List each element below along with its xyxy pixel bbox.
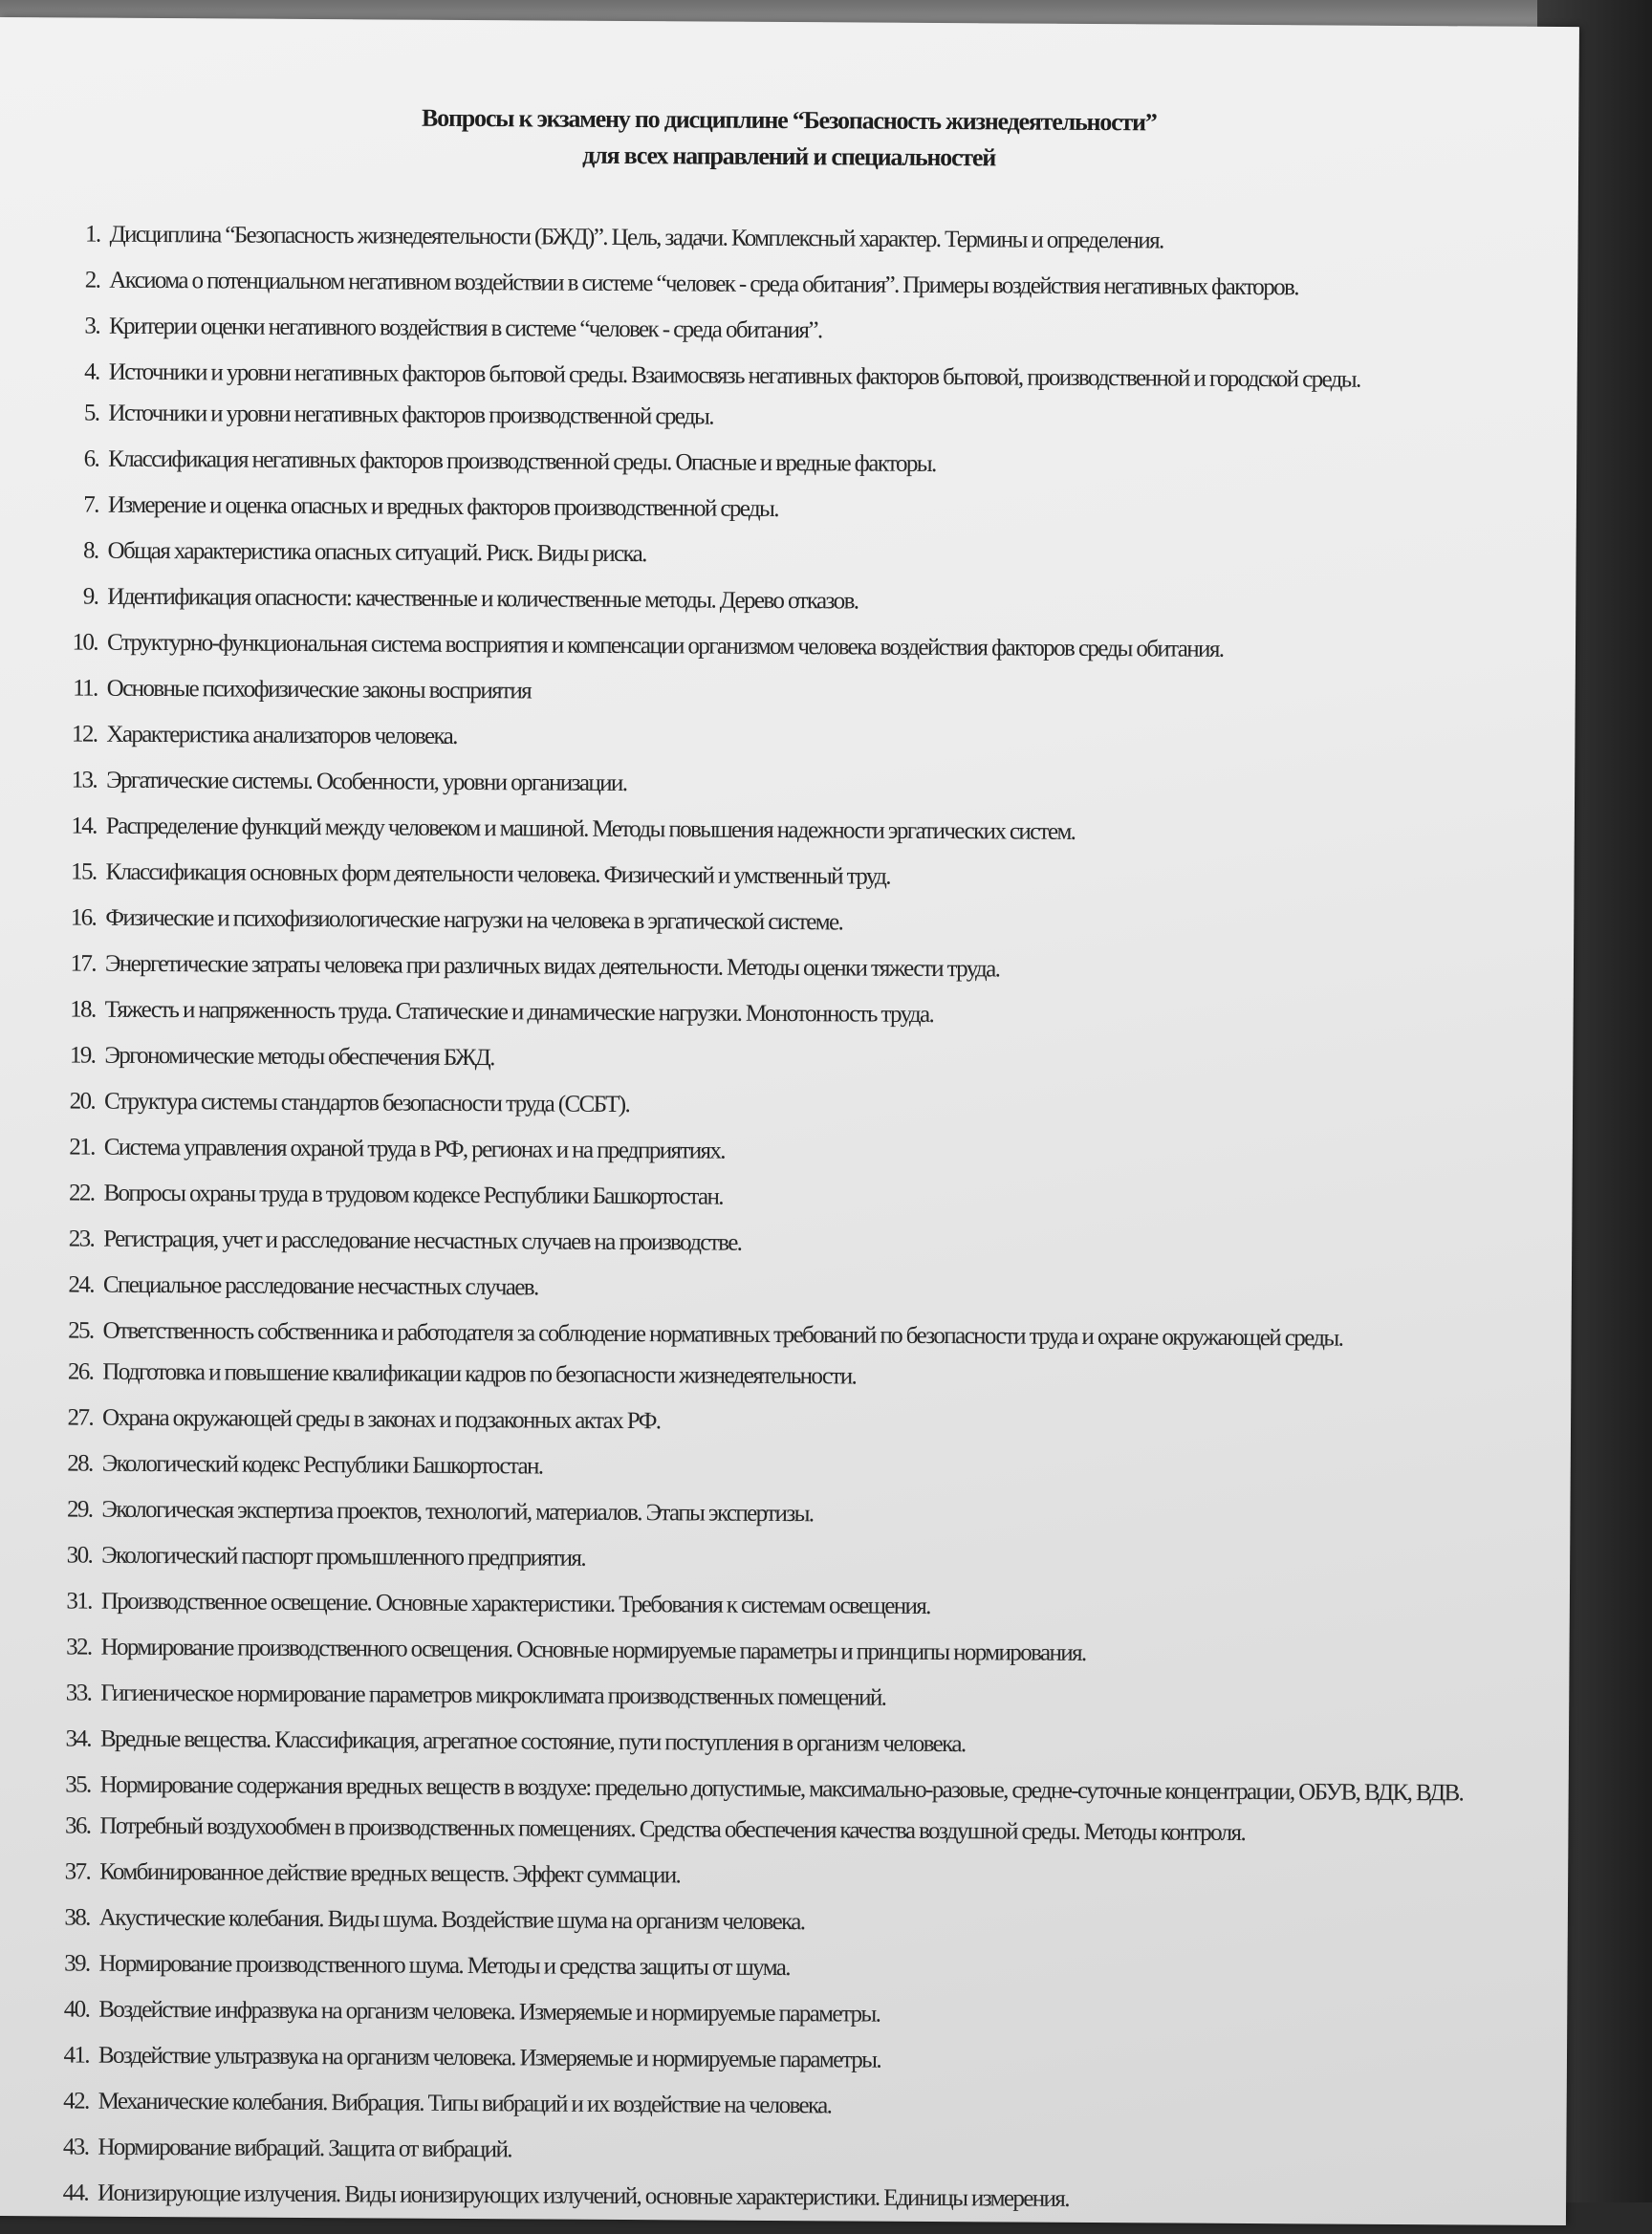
question-text: Энергетические затраты человека при различных видах деятельности. Методы оценки тяжести труда. bbox=[104, 950, 1000, 983]
question-number: 44. bbox=[62, 2180, 89, 2206]
question-text: Распределение функций между человеком и машиной. Методы повышения надежности эргатических систем. bbox=[105, 813, 1076, 845]
question-text: Нормирование содержания вредных веществ в воздухе: предельно допустимые, максимально-разовые, средне-суточные концентрации, ОБУВ, ВДК, ВДВ. bbox=[99, 1771, 1464, 1807]
question-number: 21. bbox=[69, 1134, 95, 1160]
question-number: 40. bbox=[63, 1996, 90, 2023]
question-number: 41. bbox=[63, 2042, 90, 2069]
question-item bbox=[50, 857, 1541, 900]
question-number: 6. bbox=[83, 445, 99, 472]
question-text: Акустические колебания. Виды шума. Воздействие шума на организм человека. bbox=[98, 1904, 805, 1936]
question-text: Регистрация, учет и расследование несчастных случаев на производстве. bbox=[103, 1225, 742, 1256]
question-item bbox=[52, 674, 1543, 717]
question-item bbox=[45, 1679, 1536, 1722]
question-number: 10. bbox=[72, 629, 98, 656]
question-text: Производственное освещение. Основные характеристики. Требования к системам освещения. bbox=[100, 1588, 930, 1619]
paper-sheet bbox=[0, 17, 1579, 2225]
question-number: 9. bbox=[82, 583, 98, 610]
question-item bbox=[47, 1357, 1538, 1400]
question-number: 25. bbox=[68, 1317, 94, 1344]
question-item bbox=[44, 1903, 1535, 1946]
question-text: Эргатические системы. Особенности, уровни организации. bbox=[106, 767, 627, 797]
question-number: 28. bbox=[67, 1450, 93, 1477]
question-item bbox=[43, 2041, 1534, 2084]
question-text: Дисциплина “Безопасность жизнедеятельности (БЖД)”. Цель, задачи. Комплексный характер. Термины и определения. bbox=[109, 221, 1163, 254]
question-item bbox=[51, 766, 1542, 809]
question-item bbox=[44, 1811, 1535, 1854]
question-text: Охрана окружающей среды в законах и подзаконных актах РФ. bbox=[101, 1404, 661, 1435]
question-item bbox=[43, 1995, 1534, 2038]
question-number: 13. bbox=[71, 767, 98, 793]
question-text: Комбинированное действие вредных веществ. Эффект суммации. bbox=[99, 1858, 681, 1889]
question-item bbox=[52, 582, 1543, 625]
question-text: Экологический кодекс Республики Башкортостан. bbox=[101, 1450, 543, 1480]
question-number: 4. bbox=[84, 358, 99, 385]
question-item bbox=[48, 1179, 1539, 1222]
question-text: Источники и уровни негативных факторов производственной среды. bbox=[108, 400, 714, 430]
question-number: 1. bbox=[84, 221, 100, 248]
question-number: 33. bbox=[65, 1680, 92, 1706]
question-number: 31. bbox=[66, 1588, 92, 1615]
question-number: 27. bbox=[67, 1404, 94, 1431]
question-text: Нормирование производственного освещения. Основные нормируемые параметры и принципы нормирования. bbox=[100, 1634, 1086, 1666]
question-item bbox=[51, 812, 1542, 855]
question-text: Ионизирующие излучения. Виды ионизирующих излучений, основные характеристики. Единицы измерения. bbox=[98, 2180, 1069, 2212]
question-text: Аксиома о потенциальном негативном воздействии в системе “человек - среда обитания”. Примеры воздействия негативных факторов. bbox=[109, 267, 1298, 301]
question-number: 19. bbox=[69, 1042, 96, 1069]
question-item bbox=[46, 1541, 1537, 1584]
question-item bbox=[48, 1225, 1539, 1268]
question-text: Физические и психофизиологические нагрузки на человека в эргатической системе. bbox=[105, 904, 843, 936]
question-text: Критерии оценки негативного воздействия в системе “человек - среда обитания”. bbox=[108, 313, 822, 344]
question-text: Система управления охраной труда в РФ, регионах и на предприятиях. bbox=[103, 1134, 726, 1164]
question-item bbox=[45, 1633, 1536, 1676]
question-number: 26. bbox=[67, 1358, 94, 1385]
question-text: Экологический паспорт промышленного предприятия. bbox=[101, 1542, 586, 1572]
question-item bbox=[51, 720, 1542, 763]
question-item bbox=[44, 1857, 1535, 1900]
question-item bbox=[53, 445, 1544, 488]
question-number: 3. bbox=[84, 313, 100, 339]
question-text: Экологическая экспертиза проектов, технологий, материалов. Этапы экспертизы. bbox=[101, 1496, 814, 1528]
question-item bbox=[43, 2087, 1534, 2130]
question-number: 23. bbox=[68, 1225, 95, 1252]
question-text: Структура системы стандартов безопасности труда (ССБТ). bbox=[103, 1088, 630, 1118]
question-number: 38. bbox=[64, 1904, 90, 1931]
question-number: 5. bbox=[83, 400, 99, 426]
question-item bbox=[53, 490, 1544, 533]
question-item bbox=[54, 312, 1545, 355]
question-number: 7. bbox=[83, 491, 98, 518]
question-text: Источники и уровни негативных факторов бытовой среды. Взаимосвязь негативных факторов бытовой, производственной и городской среды. bbox=[108, 358, 1360, 393]
question-number: 39. bbox=[64, 1950, 90, 1977]
question-text: Ответственность собственника и работодателя за соблюдение нормативных требований по безопасности труда и охране окружающей среды. bbox=[102, 1317, 1343, 1352]
question-number: 30. bbox=[66, 1542, 93, 1569]
question-number: 16. bbox=[70, 904, 97, 931]
question-text: Вредные вещества. Классификация, агрегатное состояние, пути поступления в организм человека. bbox=[99, 1725, 966, 1758]
question-number: 2. bbox=[84, 267, 100, 293]
question-number: 43. bbox=[62, 2134, 89, 2160]
question-item bbox=[52, 536, 1543, 579]
question-text: Подготовка и повышение квалификации кадров по безопасности жизнедеятельности. bbox=[102, 1358, 857, 1390]
question-number: 12. bbox=[71, 721, 98, 748]
question-item bbox=[53, 399, 1544, 442]
question-text: Структурно-функциональная система восприятия и компенсации организмом человека воздействия факторов среды обитания. bbox=[106, 629, 1224, 662]
question-item bbox=[46, 1587, 1537, 1630]
question-number: 17. bbox=[70, 950, 97, 977]
question-number: 35. bbox=[65, 1771, 91, 1798]
question-item bbox=[50, 949, 1541, 992]
question-number: 20. bbox=[69, 1088, 96, 1115]
question-text: Эргономические методы обеспечения БЖД. bbox=[104, 1042, 494, 1072]
question-text: Общая характеристика опасных ситуаций. Риск. Виды риска. bbox=[107, 537, 646, 568]
question-item bbox=[49, 1041, 1540, 1084]
question-text: Воздействие ультразвука на организм человека. Измеряемые и нормируемые параметры. bbox=[98, 2042, 881, 2073]
question-number: 18. bbox=[70, 996, 96, 1023]
question-text: Потребный воздухообмен в производственных помещениях. Средства обеспечения качества воздушной среды. Методы контроля. bbox=[99, 1812, 1246, 1846]
question-text: Специальное расследование несчастных случаев. bbox=[102, 1271, 538, 1301]
question-item bbox=[50, 995, 1541, 1038]
question-text: Идентификация опасности: качественные и количественные методы. Дерево отказов. bbox=[107, 583, 859, 615]
question-number: 11. bbox=[73, 675, 98, 702]
question-number: 42. bbox=[63, 2088, 89, 2115]
question-number: 24. bbox=[68, 1271, 94, 1298]
question-number: 34. bbox=[65, 1725, 92, 1752]
question-number: 8. bbox=[82, 537, 98, 564]
question-text: Нормирование производственного шума. Методы и средства защиты от шума. bbox=[98, 1950, 791, 1982]
question-item bbox=[47, 1449, 1538, 1492]
question-item bbox=[46, 1495, 1537, 1538]
question-text: Классификация негативных факторов производственной среды. Опасные и вредные факторы. bbox=[108, 445, 936, 477]
question-item bbox=[49, 1087, 1540, 1130]
question-number: 36. bbox=[64, 1812, 91, 1839]
question-text: Основные психофизические законы восприятия bbox=[106, 675, 532, 705]
question-text: Классификация основных форм деятельности человека. Физический и умственный труд. bbox=[105, 858, 891, 890]
question-number: 15. bbox=[71, 858, 97, 885]
question-text: Нормирование вибраций. Защита от вибраций. bbox=[98, 2134, 512, 2163]
question-item bbox=[43, 1949, 1534, 1992]
question-item bbox=[54, 266, 1545, 309]
question-item bbox=[54, 220, 1545, 263]
question-number: 22. bbox=[68, 1180, 95, 1206]
document-title: Вопросы к экзамену по дисциплине “Безопасность жизнедеятельности” bbox=[421, 103, 1157, 137]
question-item bbox=[52, 628, 1543, 671]
question-text: Измерение и оценка опасных и вредных факторов производственной среды. bbox=[107, 491, 779, 522]
question-item bbox=[50, 903, 1541, 946]
question-item bbox=[42, 2133, 1533, 2176]
question-number: 37. bbox=[64, 1858, 91, 1885]
question-number: 14. bbox=[71, 813, 97, 839]
question-item bbox=[48, 1270, 1539, 1313]
question-text: Вопросы охраны труда в трудовом кодексе Республики Башкортостан. bbox=[103, 1180, 724, 1210]
question-item bbox=[45, 1724, 1536, 1768]
question-list bbox=[42, 220, 1546, 2233]
question-number: 32. bbox=[66, 1634, 92, 1660]
question-text: Характеристика анализаторов человека. bbox=[106, 721, 457, 749]
question-text: Механические колебания. Вибрация. Типы вибраций и их воздействие на человека. bbox=[98, 2088, 832, 2119]
document-subtitle: для всех направлений и специальностей bbox=[582, 141, 996, 172]
question-text: Тяжесть и напряженность труда. Статические и динамические нагрузки. Монотонность труда. bbox=[104, 996, 934, 1028]
question-item bbox=[49, 1133, 1540, 1176]
question-item bbox=[47, 1403, 1538, 1446]
question-number: 29. bbox=[66, 1496, 93, 1523]
question-text: Гигиеническое нормирование параметров микроклимата производственных помещений. bbox=[100, 1680, 886, 1711]
question-text: Воздействие инфразвука на организм человека. Измеряемые и нормируемые параметры. bbox=[98, 1996, 880, 2028]
question-item bbox=[42, 2179, 1533, 2222]
